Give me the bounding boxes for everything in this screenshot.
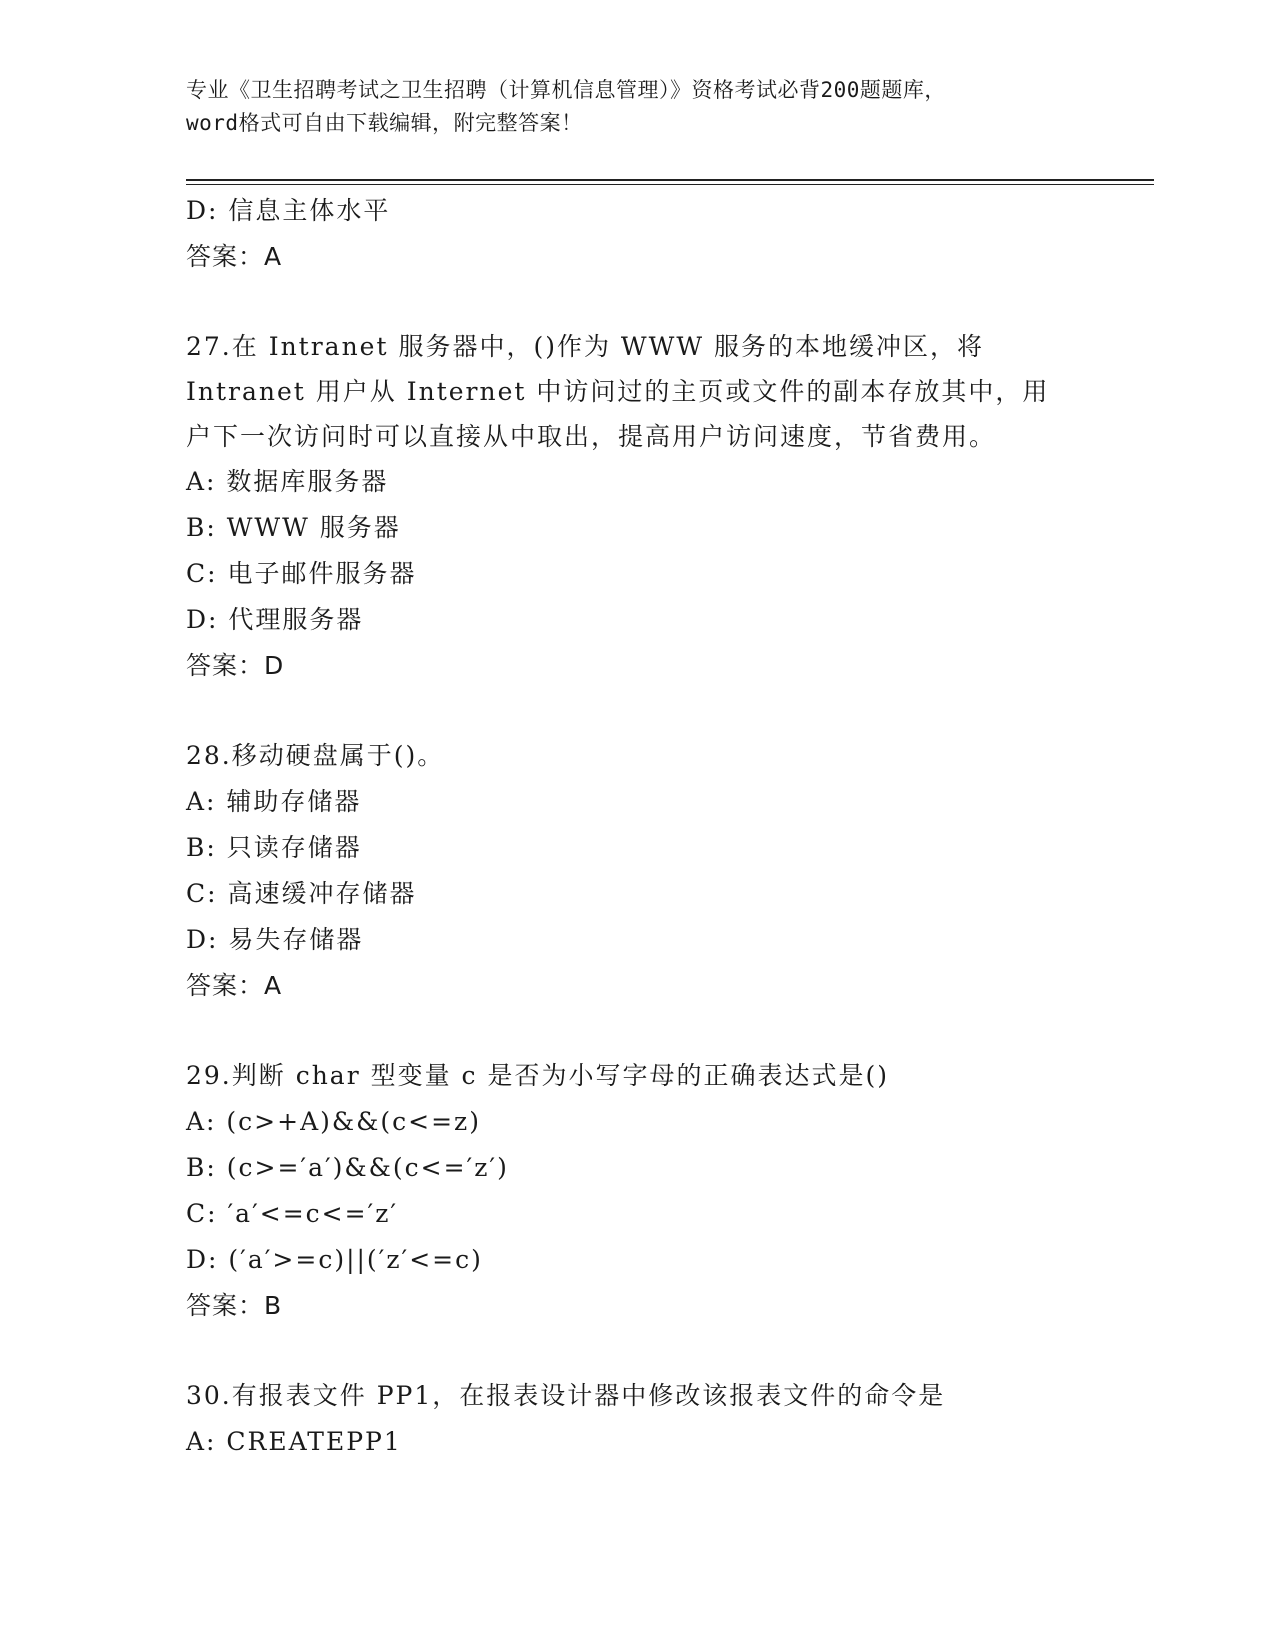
option-c: C: 电子邮件服务器 xyxy=(186,559,417,588)
option-a: A: 数据库服务器 xyxy=(186,467,389,496)
header-divider-thick xyxy=(186,179,1154,181)
question-27-stem-line-1: 27.在 Intranet 服务器中，()作为 WWW 服务的本地缓冲区，将 xyxy=(186,332,984,361)
option-d: D: 代理服务器 xyxy=(186,605,364,634)
question-27-stem-line-2: Intranet 用户从 Internet 中访问过的主页或文件的副本存放其中，用 xyxy=(186,377,1050,406)
header-title-line-2: word格式可自由下载编辑，附完整答案！ xyxy=(186,111,583,135)
option-d: D: (′a′>=c)||(′z′<=c) xyxy=(186,1245,483,1274)
question-27-stem-line-3: 户下一次访问时可以直接从中取出，提高用户访问速度，节省费用。 xyxy=(186,422,997,451)
option-c: C: 高速缓冲存储器 xyxy=(186,879,417,908)
option-d: D: 易失存储器 xyxy=(186,925,364,954)
option-b: B: 只读存储器 xyxy=(186,833,362,862)
option-a: A: CREATEPP1 xyxy=(186,1427,402,1456)
option-b: B: WWW 服务器 xyxy=(186,513,401,542)
option-a: A: (c>+A)&&(c<=z) xyxy=(186,1107,481,1136)
question-list xyxy=(186,188,1086,1465)
option-d: D: 信息主体水平 xyxy=(186,196,391,225)
question-30-stem: 30.有报表文件 PP1，在报表设计器中修改该报表文件的命令是 xyxy=(186,1381,946,1410)
answer-line: 答案：D xyxy=(186,651,285,680)
document-header xyxy=(186,74,1086,140)
option-c: C: ′a′<=c<=′z′ xyxy=(186,1199,399,1228)
question-28-stem: 28.移动硬盘属于()。 xyxy=(186,741,445,770)
answer-line: 答案：A xyxy=(186,242,283,271)
question-29-stem: 29.判断 char 型变量 c 是否为小写字母的正确表达式是() xyxy=(186,1061,890,1090)
option-a: A: 辅助存储器 xyxy=(186,787,362,816)
answer-line: 答案：B xyxy=(186,1291,283,1320)
option-b: B: (c>=′a′)&&(c<=′z′) xyxy=(186,1153,509,1182)
header-divider-thin xyxy=(186,184,1154,185)
answer-line: 答案：A xyxy=(186,971,283,1000)
header-title-line-1: 专业《卫生招聘考试之卫生招聘（计算机信息管理）》资格考试必背200题题库， xyxy=(186,78,946,102)
